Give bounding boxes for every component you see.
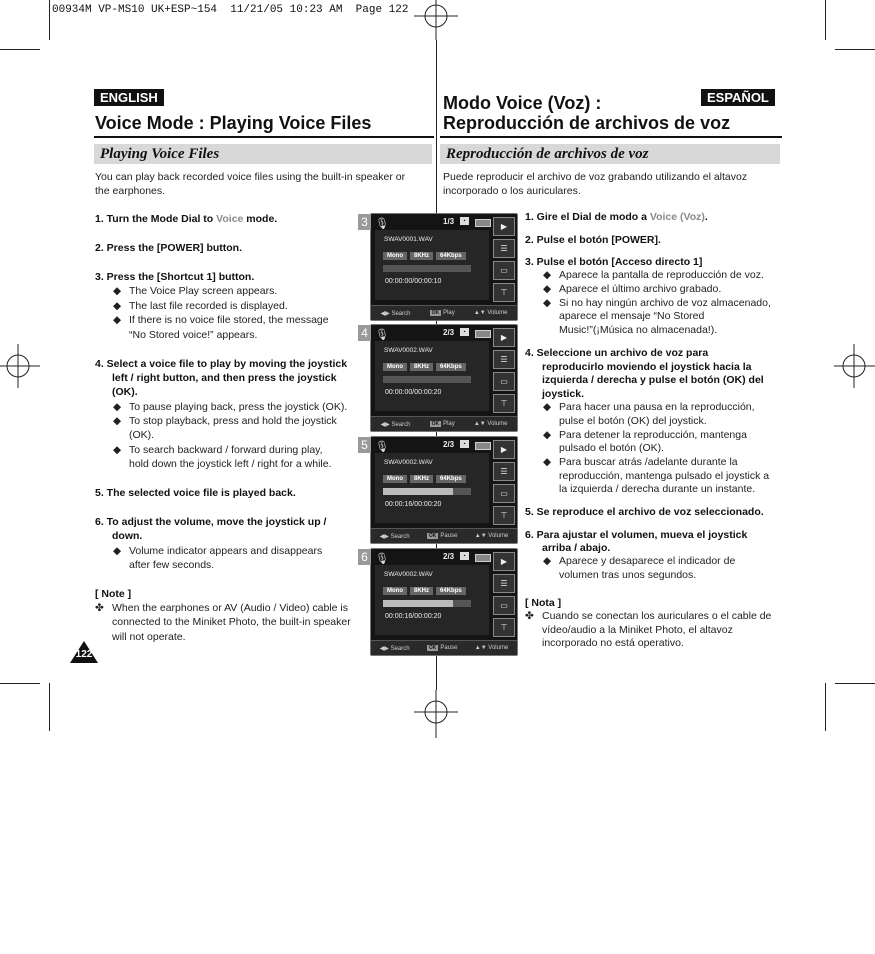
play-time: 00:00:00/00:00:10 [385,278,442,285]
english-section-title: Playing Voice Files [100,146,220,162]
bitrate: 64Kbps [436,252,466,260]
diamond-bullet-icon: ◆ [543,297,552,309]
settings-icon[interactable]: ▭ [493,261,515,280]
play-time: 00:00:00/00:00:20 [385,389,442,396]
crop-mark [0,683,40,684]
bullet-item-cont: Music!”(¡Música no almacenada!). [559,324,718,336]
sample-rate: 8KHz [410,475,433,483]
footer-volume: ▲▼ Volume [474,645,509,651]
footer-ok: OK Pause [428,645,458,651]
progress-fill [383,600,453,607]
bullet-item-cont: la izquierda / derecha durante un instante. [559,483,756,495]
footer-volume: ▲▼ Volume [473,421,508,427]
progress-fill [383,488,453,495]
footer-ok: OK Play [431,421,455,427]
english-step-3: 3. Press the [Shortcut 1] button. [95,271,255,283]
crop-mark [0,49,40,50]
diamond-bullet-icon: ◆ [543,555,552,567]
bullet-item: ◆ Aparece y desaparece el indicador de [543,555,736,567]
english-note-cont: connected to the Miniket Photo, the built-in speaker [112,616,351,628]
tool-icon[interactable]: ⊤ [493,283,515,302]
espanol-step-4-cont: izquierda / derecha y pulse el botón (OK) del [542,374,764,386]
diamond-bullet-icon: ◆ [543,283,552,295]
espanol-note: ✤ Cuando se conectan los auriculares o el cable de [525,610,772,622]
english-note-title: [ Note ] [95,588,132,600]
battery-icon [475,330,491,338]
screen-footer [371,528,517,543]
footer-search: ◀▶ Search [380,310,411,317]
list-icon[interactable]: ☰ [493,239,515,258]
title-rule [440,136,782,138]
file-counter: 2/3 [443,440,455,449]
bullet-item: ◆ Para detener la reproducción, mantenga [543,429,747,441]
espanol-step-3: 3. Pulse el botón [Acceso directo 1] [525,256,703,268]
play-icon[interactable]: ▶ [493,328,515,347]
bullet-item: ◆ The last file recorded is displayed. [113,300,288,312]
espanol-section-bar [440,144,780,164]
file-name: SWAV0002.WAV [384,571,433,578]
screen-footer [371,416,517,431]
sample-rate: 8KHz [410,587,433,595]
screen-footer [371,305,517,320]
footer-ok: OK Pause [428,533,458,539]
file-counter: 1/3 [443,217,455,226]
espanol-title-line1: Modo Voice (Voz) : [443,93,602,113]
diamond-bullet-icon: ◆ [543,269,552,281]
audio-info [383,252,466,260]
diamond-bullet-icon: ◆ [113,314,122,326]
list-icon[interactable]: ☰ [493,462,515,481]
registration-mark-icon [412,0,460,40]
play-time: 00:00:16/00:00:20 [385,613,442,620]
english-step-6-cont: down. [112,530,143,542]
footer-volume: ▲▼ Volume [473,310,508,316]
espanol-note-cont: vídeo/audio a la Miniket Photo, el altavoz [542,624,733,636]
battery-icon [475,442,491,450]
bullet-item: ◆ Aparece el último archivo grabado. [543,283,722,295]
file-name: SWAV0001.WAV [384,236,433,243]
print-header: 00934M VP-MS10 UK+ESP~154 11/21/05 10:23 AM Page 122 [52,4,409,16]
espanol-step-4-cont: joystick. [542,388,585,400]
bullet-item: ◆ If there is no voice file stored, the message [113,314,329,326]
espanol-title-line2: Reproducción de archivos de voz [443,113,731,133]
english-step-4: 4. Select a voice file to play by moving the joystick [95,358,348,370]
tool-icon[interactable]: ⊤ [493,506,515,525]
voice-play-screen [361,436,518,544]
side-menu [493,552,515,637]
file-name: SWAV0002.WAV [384,347,433,354]
bullet-item: ◆ The Voice Play screen appears. [113,285,278,297]
espanol-note-title: [ Nota ] [525,597,562,609]
bullet-item-cont: “No Stored voice!” appears. [129,329,258,341]
side-menu [493,217,515,302]
footer-search: ◀▶ Search [380,421,411,428]
screen-step-number: 5 [358,437,371,453]
battery-icon [475,219,491,227]
tool-icon[interactable]: ⊤ [493,394,515,413]
bitrate: 64Kbps [436,363,466,371]
sample-rate: 8KHz [410,363,433,371]
espanol-step-5: 5. Se reproduce el archivo de voz seleccionado. [525,506,764,518]
diamond-bullet-icon: ◆ [113,300,122,312]
channel-mode: Mono [383,252,407,260]
english-step-4-cont: left / right button, and then press the joystick [112,372,337,384]
espanol-tag: ESPAÑOL [701,89,775,106]
espanol-step-6-cont: arriba / abajo. [542,542,611,554]
settings-icon[interactable]: ▭ [493,372,515,391]
english-section-bar [94,144,432,164]
title-rule [94,136,434,138]
english-note-cont: will not operate. [112,631,186,643]
diamond-bullet-icon: ◆ [113,415,122,427]
side-menu [493,328,515,413]
channel-mode: Mono [383,587,407,595]
progress-bar [383,600,471,607]
screen-footer [371,640,517,655]
list-icon[interactable]: ☰ [493,350,515,369]
bullet-item: ◆ To pause playing back, press the joystick (OK). [113,401,348,413]
memory-icon: ▪ [460,328,469,336]
microphone-icon: 🎙 [375,218,389,230]
progress-bar [383,488,471,495]
tool-icon[interactable]: ⊤ [493,618,515,637]
english-step-2: 2. Press the [POWER] button. [95,242,243,254]
english-step-1: 1. Turn the Mode Dial to Voice mode. [95,213,278,225]
settings-icon[interactable]: ▭ [493,596,515,615]
bitrate: 64Kbps [436,587,466,595]
registration-mark-icon [412,690,460,738]
english-intro: You can play back recorded voice files using the built-in speaker or the earphones. [95,171,406,197]
audio-info [383,475,466,483]
bullet-item: ◆ To stop playback, press and hold the joystick [113,415,337,427]
crop-mark [49,683,50,731]
english-note: ✤ When the earphones or AV (Audio / Video) cable is [95,602,349,614]
play-time: 00:00:16/00:00:20 [385,501,442,508]
footer-volume: ▲▼ Volume [474,533,509,539]
side-menu [493,440,515,525]
memory-icon: ▪ [460,217,469,225]
bullet-item: ◆ Volume indicator appears and disappears [113,545,323,557]
crop-mark [49,0,50,40]
bullet-item-cont: aparece el mensaje “No Stored [559,310,705,322]
registration-mark-icon [832,342,875,390]
microphone-icon: 🎙 [375,329,389,341]
battery-icon [475,554,491,562]
bullet-item-cont: reproducción, mantenga pulsado el joystick a [559,470,770,482]
diamond-bullet-icon: ◆ [113,285,122,297]
english-tag: ENGLISH [94,89,164,106]
screen-step-number: 6 [358,549,371,565]
footer-ok: OK Play [431,310,455,316]
screen-step-number: 4 [358,325,371,341]
espanol-intro-cont: incorporado o los auriculares. [443,185,581,197]
play-icon[interactable]: ▶ [493,440,515,459]
audio-info [383,363,466,371]
memory-icon: ▪ [460,440,469,448]
play-icon[interactable]: ▶ [493,552,515,571]
crop-mark [825,0,826,40]
voice-play-screen [361,324,518,432]
diamond-bullet-icon: ◆ [113,401,122,413]
play-icon[interactable]: ▶ [493,217,515,236]
voice-play-screen [361,548,518,656]
bullet-item: ◆ Para hacer una pausa en la reproducción, [543,401,755,413]
settings-icon[interactable]: ▭ [493,484,515,503]
english-step-5: 5. The selected voice file is played back. [95,487,296,499]
page-number: 122 [75,649,93,660]
bullet-item-cont: pulse el botón (OK) del joystick. [559,415,707,427]
english-title: Voice Mode : Playing Voice Files [95,113,372,133]
bullet-item-cont: hold down the joystick left / right for a while. [129,458,332,470]
channel-mode: Mono [383,475,407,483]
footer-search: ◀▶ Search [379,533,410,540]
crop-mark [835,49,875,50]
espanol-step-6: 6. Para ajustar el volumen, mueva el joystick [525,529,748,541]
bullet-item-cont: after few seconds. [129,559,215,571]
english-step-6: 6. To adjust the volume, move the joystick up / [95,516,327,528]
diamond-bullet-icon: ◆ [543,456,552,468]
cross-note-icon: ✤ [525,610,534,622]
bullet-item: ◆ To search backward / forward during play, [113,444,323,456]
diamond-bullet-icon: ◆ [543,429,552,441]
file-counter: 2/3 [443,552,455,561]
espanol-step-2: 2. Pulse el botón [POWER]. [525,234,661,246]
bullet-item-cont: (OK). [129,429,155,441]
english-step-4-cont: (OK). [112,386,138,398]
progress-bar [383,376,471,383]
sample-rate: 8KHz [410,252,433,260]
file-counter: 2/3 [443,328,455,337]
file-name: SWAV0002.WAV [384,459,433,466]
channel-mode: Mono [383,363,407,371]
diamond-bullet-icon: ◆ [543,401,552,413]
espanol-step-4: 4. Seleccione un archivo de voz para [525,347,709,359]
espanol-step-4-cont: reproducirlo moviendo el joystick hacia la [542,361,752,373]
microphone-icon: 🎙 [375,441,389,453]
audio-info [383,587,466,595]
espanol-intro: Puede reproducir el archivo de voz grabando utilizando el altavoz [443,171,748,183]
crop-mark [825,683,826,731]
list-icon[interactable]: ☰ [493,574,515,593]
diamond-bullet-icon: ◆ [113,545,122,557]
bullet-item: ◆ Para buscar atrás /adelante durante la [543,456,738,468]
voice-play-screen [361,213,518,321]
cross-note-icon: ✤ [95,602,104,614]
page-number-badge [70,641,98,663]
espanol-note-cont: incorporado no está operativo. [542,637,684,649]
espanol-step-1: 1. Gire el Dial de modo a Voice (Voz). [525,211,708,223]
footer-search: ◀▶ Search [379,645,410,652]
bullet-item: ◆ Si no hay ningún archivo de voz almacenado, [543,297,771,309]
crop-mark [835,683,875,684]
bitrate: 64Kbps [436,475,466,483]
microphone-icon: 🎙 [375,553,389,565]
memory-icon: ▪ [460,552,469,560]
bullet-item: ◆ Aparece la pantalla de reproducción de voz. [543,269,764,281]
progress-bar [383,265,471,272]
screen-step-number: 3 [358,214,371,230]
diamond-bullet-icon: ◆ [113,444,122,456]
registration-mark-icon [0,342,42,390]
espanol-section-title: Reproducción de archivos de voz [446,146,649,162]
bullet-item-cont: pulsado el botón (OK). [559,442,665,454]
bullet-item-cont: volumen tras unos segundos. [559,569,697,581]
